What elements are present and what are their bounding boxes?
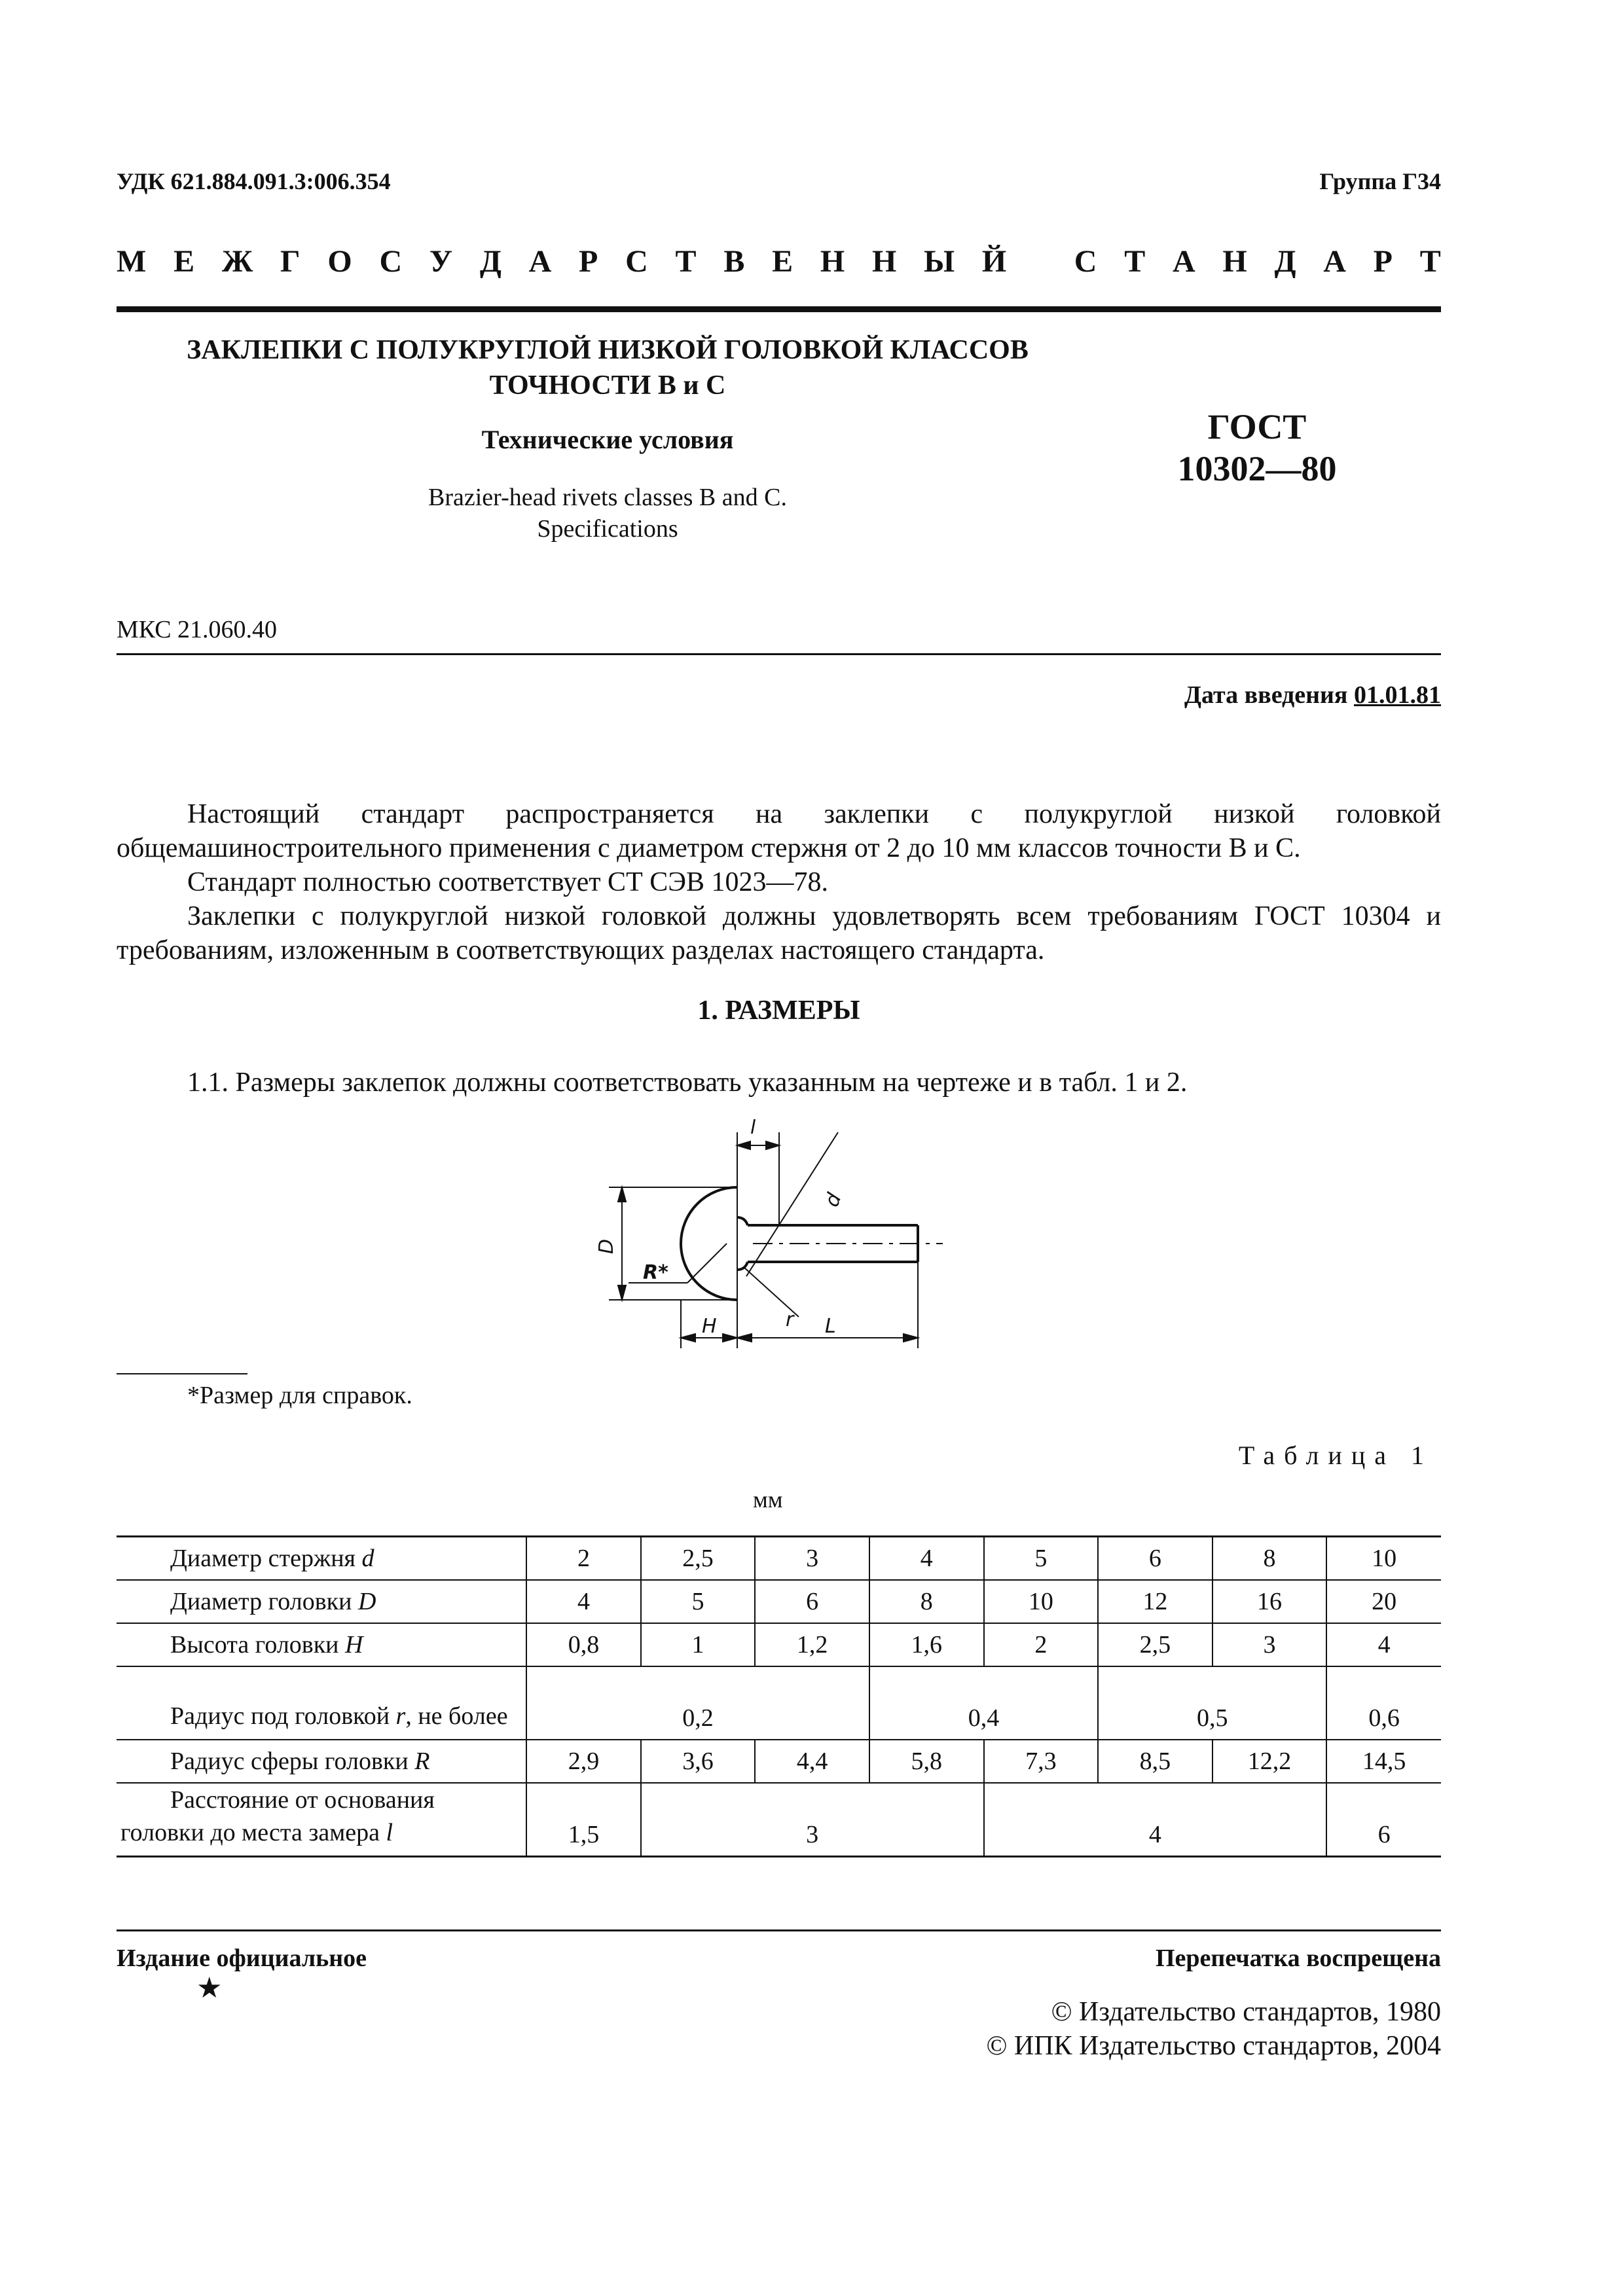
table-cell: 2,5 (1098, 1623, 1213, 1666)
star-icon: ★ (196, 1972, 223, 2004)
dimensions-table (117, 1535, 1441, 1857)
table-cell: 6 (1326, 1783, 1441, 1857)
arrow (903, 1334, 918, 1342)
row-label: Радиус под головкой r, не более (117, 1666, 526, 1740)
row-label: Расстояние от основания головки до места замера l (117, 1783, 526, 1857)
label-R: R* (643, 1261, 668, 1284)
letter: У (429, 244, 453, 279)
label-L: L (825, 1315, 836, 1338)
table-cell: 10 (984, 1580, 1099, 1623)
table-cell: 3,6 (641, 1740, 756, 1783)
row-label: Диаметр головки D (117, 1580, 526, 1623)
table-cell: 8,5 (1098, 1740, 1213, 1783)
table-cell: 4 (1326, 1623, 1441, 1666)
table-cell: 10 (1326, 1537, 1441, 1581)
letter: Е (173, 244, 195, 279)
intro-paragraph-1: Настоящий стандарт распространяется на заклепки с полукруглой низкой головкой общемашиностроительного применения с диаметром стержня от 2 до 10 мм классов точности В и С. (117, 799, 1441, 863)
document-subtitle: Технические условия (481, 425, 734, 454)
table-cell: 5,8 (869, 1740, 984, 1783)
mks-rule (117, 653, 1441, 655)
fillet-top (737, 1217, 748, 1225)
table-row (117, 1623, 1441, 1666)
date-value: 01.01.81 (1354, 681, 1441, 709)
title-line-2: ТОЧНОСТИ В и С (489, 370, 726, 401)
table-cell: 0,2 (526, 1666, 869, 1740)
table-row (117, 1666, 1441, 1740)
dim-line-d (746, 1132, 838, 1276)
table-cell: 0,5 (1098, 1666, 1326, 1740)
table-cell: 16 (1213, 1580, 1327, 1623)
letter: С (379, 244, 403, 279)
letter: Й (981, 244, 1007, 279)
letter: А (1172, 244, 1195, 279)
footnote-rule (117, 1373, 247, 1374)
table-row (117, 1783, 1441, 1857)
arrow (681, 1334, 695, 1342)
table-cell: 8 (1213, 1537, 1327, 1581)
copyright-line-2: © ИПК Издательство стандартов, 2004 (986, 2031, 1441, 2061)
table-cell: 7,3 (984, 1740, 1099, 1783)
gost-number (1126, 406, 1388, 490)
udk-code: УДК 621.884.091.3:006.354 (117, 168, 391, 194)
rivet-drawing (589, 1119, 956, 1368)
section-paragraph-1-1: 1.1. Размеры заклепок должны соответствовать указанным на чертеже и в табл. 1 и 2. (187, 1067, 1188, 1098)
table-cell: 14,5 (1326, 1740, 1441, 1783)
table-cell: 4 (984, 1783, 1327, 1857)
table-cell: 2 (526, 1537, 641, 1581)
leader-R (687, 1244, 727, 1283)
letter: Д (1274, 244, 1296, 279)
table-caption: Таблица 1 (1238, 1441, 1433, 1470)
table-cell: 5 (641, 1580, 756, 1623)
arrow (766, 1141, 779, 1149)
english-title-line-1: Brazier-head rivets classes B and C. (428, 484, 787, 511)
letter: А (1323, 244, 1346, 279)
effective-date (1184, 681, 1441, 709)
letter: Т (1124, 244, 1146, 279)
label-H: H (702, 1315, 717, 1338)
table-cell: 3 (755, 1537, 869, 1581)
letter: Ы (924, 244, 955, 279)
letter: О (327, 244, 352, 279)
table-cell: 20 (1326, 1580, 1441, 1623)
gost-code: 10302—80 (1177, 449, 1337, 488)
table-row (117, 1580, 1441, 1623)
letter: М (117, 244, 147, 279)
letter: Д (479, 244, 501, 279)
intro-paragraph-2: Стандарт полностью соответствует СТ СЭВ 1023—78. (187, 867, 828, 897)
arrow (737, 1141, 750, 1149)
table-cell: 2,5 (641, 1537, 756, 1581)
letter: Р (1373, 244, 1393, 279)
footnote: *Размер для справок. (187, 1382, 412, 1409)
table-row (117, 1740, 1441, 1783)
date-label: Дата введения (1184, 681, 1348, 709)
table-cell: 6 (755, 1580, 869, 1623)
letter: Т (675, 244, 697, 279)
footer-rule (117, 1929, 1441, 1931)
label-r: r (786, 1308, 794, 1331)
table-cell: 4 (869, 1537, 984, 1581)
reprint-prohibited: Перепечатка воспрещена (1155, 1945, 1441, 1972)
letter: С (1074, 244, 1097, 279)
intro-paragraph-3: Заклепки с полукруглой низкой головкой должны удовлетворять всем требованиям ГОСТ 10304 и требованиям, изложенным в соответствующих разделах настоящего стандарта. (117, 901, 1441, 965)
copyright (986, 1995, 1441, 2063)
arrow (618, 1285, 626, 1300)
mks-code: МКС 21.060.40 (117, 616, 278, 643)
table-cell: 0,6 (1326, 1666, 1441, 1740)
header-rule (117, 306, 1441, 312)
group-code: Группа Г34 (1319, 168, 1441, 194)
table-cell: 1,6 (869, 1623, 984, 1666)
table-cell: 4 (526, 1580, 641, 1623)
word-gap (1034, 243, 1047, 279)
table-cell: 12,2 (1213, 1740, 1327, 1783)
table-cell: 0,4 (869, 1666, 1098, 1740)
letter: Р (579, 244, 598, 279)
row-label: Высота головки H (117, 1623, 526, 1666)
label-D: D (595, 1238, 618, 1254)
arrow (723, 1334, 737, 1342)
label-l: l (750, 1119, 756, 1139)
table-cell: 2,9 (526, 1740, 641, 1783)
table-cell: 12 (1098, 1580, 1213, 1623)
row-label: Радиус сферы головки R (117, 1740, 526, 1783)
english-title-line-2: Specifications (537, 515, 678, 543)
copyright-line-1: © Издательство стандартов, 1980 (1051, 1997, 1441, 2027)
letter: Г (280, 244, 301, 279)
arrow (618, 1187, 626, 1202)
table-cell: 8 (869, 1580, 984, 1623)
table-row (117, 1537, 1441, 1581)
section-heading: 1. РАЗМЕРЫ (697, 996, 860, 1026)
table-cell: 0,8 (526, 1623, 641, 1666)
letter: Н (871, 244, 897, 279)
label-d: d (820, 1190, 847, 1210)
table-cell: 6 (1098, 1537, 1213, 1581)
letter: Ж (221, 244, 253, 279)
letter: Е (772, 244, 793, 279)
document-title (117, 332, 1099, 403)
table-cell: 5 (984, 1537, 1099, 1581)
table-cell: 1 (641, 1623, 756, 1666)
gost-label: ГОСТ (1207, 407, 1307, 446)
table-cell: 1,2 (755, 1623, 869, 1666)
table-cell: 1,5 (526, 1783, 641, 1857)
letter: Н (820, 244, 845, 279)
english-title (117, 482, 1099, 545)
table-cell: 3 (641, 1783, 984, 1857)
letter: А (528, 244, 552, 279)
rivet-head-contour (681, 1187, 737, 1300)
letter: Н (1222, 244, 1247, 279)
dimension-lines (609, 1132, 943, 1348)
official-edition: Издание официальное (117, 1945, 367, 1972)
letter: В (723, 244, 745, 279)
table-cell: 3 (1213, 1623, 1327, 1666)
row-label: Диаметр стержня d (117, 1537, 526, 1581)
table-cell: 2 (984, 1623, 1099, 1666)
standard-type-heading (117, 243, 1441, 279)
table-unit: мм (753, 1486, 783, 1513)
letter: С (625, 244, 648, 279)
table-cell: 4,4 (755, 1740, 869, 1783)
letter: Т (1419, 244, 1441, 279)
title-line-1: ЗАКЛЕПКИ С ПОЛУКРУГЛОЙ НИЗКОЙ ГОЛОВКОЙ КЛАССОВ (187, 335, 1029, 365)
